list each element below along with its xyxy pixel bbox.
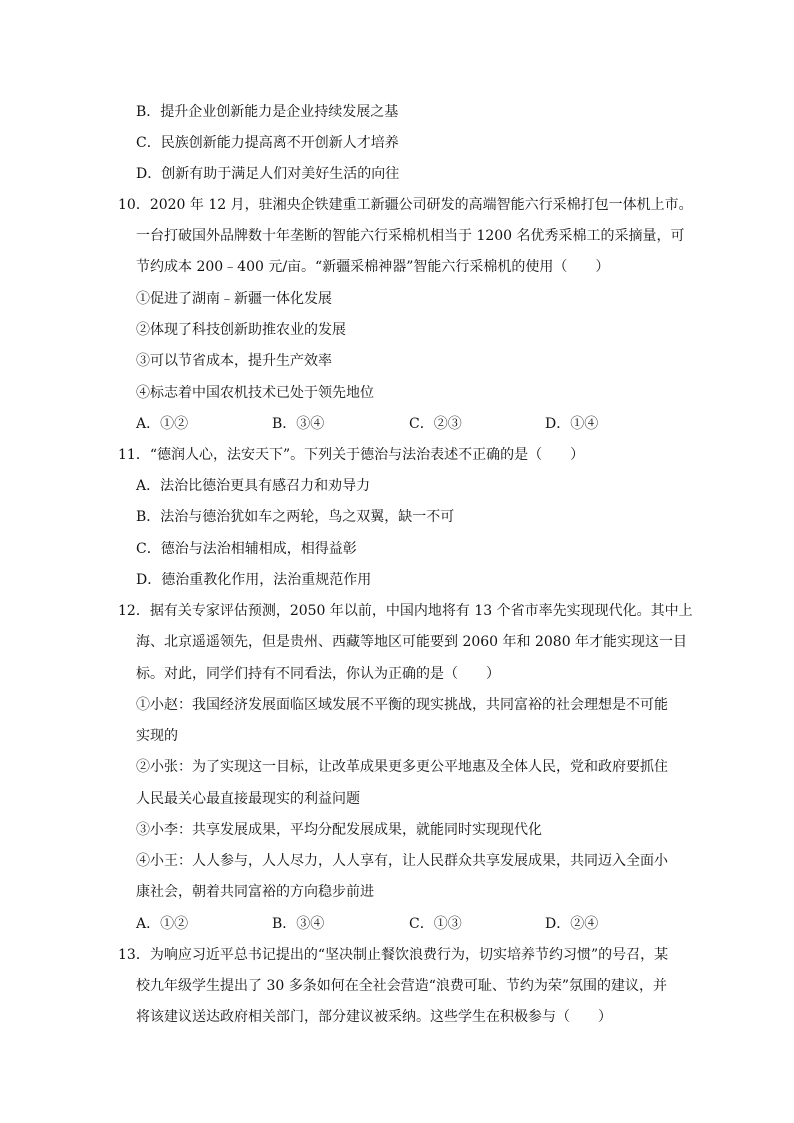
q11-choice-c: C．德治与法治相辅相成，相得益彰 (136, 541, 357, 557)
q12-item-cont: 实现的 (136, 728, 178, 744)
q10-item: ①促进了湖南﹣新疆一体化发展 (136, 291, 332, 307)
q12-stem-line: 标。对此，同学们持有不同看法，你认为正确的是（ ） (136, 666, 500, 682)
q12-item: ④小王：人人参与，人人尽力，人人享有，让人民群众共享发展成果，共同迈入全面小 (136, 853, 668, 869)
q12-item: ③小李：共享发展成果，平均分配发展成果，就能同时实现现代化 (136, 822, 542, 838)
q10-item: ④标志着中国农机技术已处于领先地位 (136, 385, 374, 401)
q10-option-a: A．①② (136, 416, 189, 432)
q13-stem-line: 校九年级学生提出了 30 多条如何在全社会营造“浪费可耻、节约为荣”氛围的建议，并 (136, 978, 668, 994)
q12-option-c: C．①③ (409, 916, 462, 932)
q11-choice-a: A．法治比德治更具有感召力和劝导力 (136, 478, 371, 494)
q10-option-b: B．③④ (272, 416, 325, 432)
q10-option-c: C．②③ (409, 416, 462, 432)
q10-item: ③可以节省成本，提升生产效率 (136, 353, 332, 369)
q10-stem-line: 10．2020 年 12 月，驻湘央企铁建重工新疆公司研发的高端智能六行采棉打包一体机上市。 (118, 197, 693, 213)
q12-stem-line: 12．据有关专家评估预测，2050 年以前，中国内地将有 13 个省市率先实现现代化。其中上 (118, 603, 693, 619)
q9-choice-c: C．民族创新能力提高离不开创新人才培养 (136, 135, 399, 151)
q12-option-b: B．③④ (272, 916, 325, 932)
q9-choice-d: D．创新有助于满足人们对美好生活的向往 (136, 166, 400, 182)
q9-choice-b: B．提升企业创新能力是企业持续发展之基 (136, 104, 399, 120)
q12-item-cont: 康社会，朝着共同富裕的方向稳步前进 (136, 884, 374, 900)
q12-item: ①小赵：我国经济发展面临区域发展不平衡的现实挑战，共同富裕的社会理想是不可能 (136, 697, 668, 713)
q12-stem-line: 海、北京遥遥领先，但是贵州、西藏等地区可能要到 2060 年和 2080 年才能实现这一目 (136, 634, 688, 650)
q13-stem-line: 13．为响应习近平总书记提出的“坚决制止餐饮浪费行为，切实培养节约习惯”的号召，某 (118, 947, 669, 963)
q12-option-d: D．②④ (545, 916, 599, 932)
q12-options (136, 916, 656, 932)
q12-item: ②小张：为了实现这一目标，让改革成果更多更公平地惠及全体人民，党和政府要抓住 (136, 759, 668, 775)
q11-choice-b: B．法治与德治犹如车之两轮，鸟之双翼，缺一不可 (136, 509, 455, 525)
q10-option-d: D．①④ (545, 416, 599, 432)
q10-stem-line: 节约成本 200﹣400 元/亩。“新疆采棉神器”智能六行采棉机的使用（ ） (136, 259, 610, 275)
q10-item: ②体现了科技创新助推农业的发展 (136, 322, 346, 338)
q10-stem-line: 一台打破国外品牌数十年垄断的智能六行采棉机相当于 1200 名优秀采棉工的采摘量，可 (136, 228, 685, 244)
q13-stem-line: 将该建议送达政府相关部门，部分建议被采纳。这些学生在积极参与（ ） (136, 1009, 612, 1025)
q12-item-cont: 人民最关心最直接最现实的利益问题 (136, 791, 360, 807)
q12-option-a: A．①② (136, 916, 189, 932)
q11-choice-d: D．德治重教化作用，法治重规范作用 (136, 572, 372, 588)
q11-stem: 11．“德润人心，法安天下”。下列关于德治与法治表述不正确的是（ ） (118, 447, 585, 463)
q10-options (136, 416, 656, 432)
